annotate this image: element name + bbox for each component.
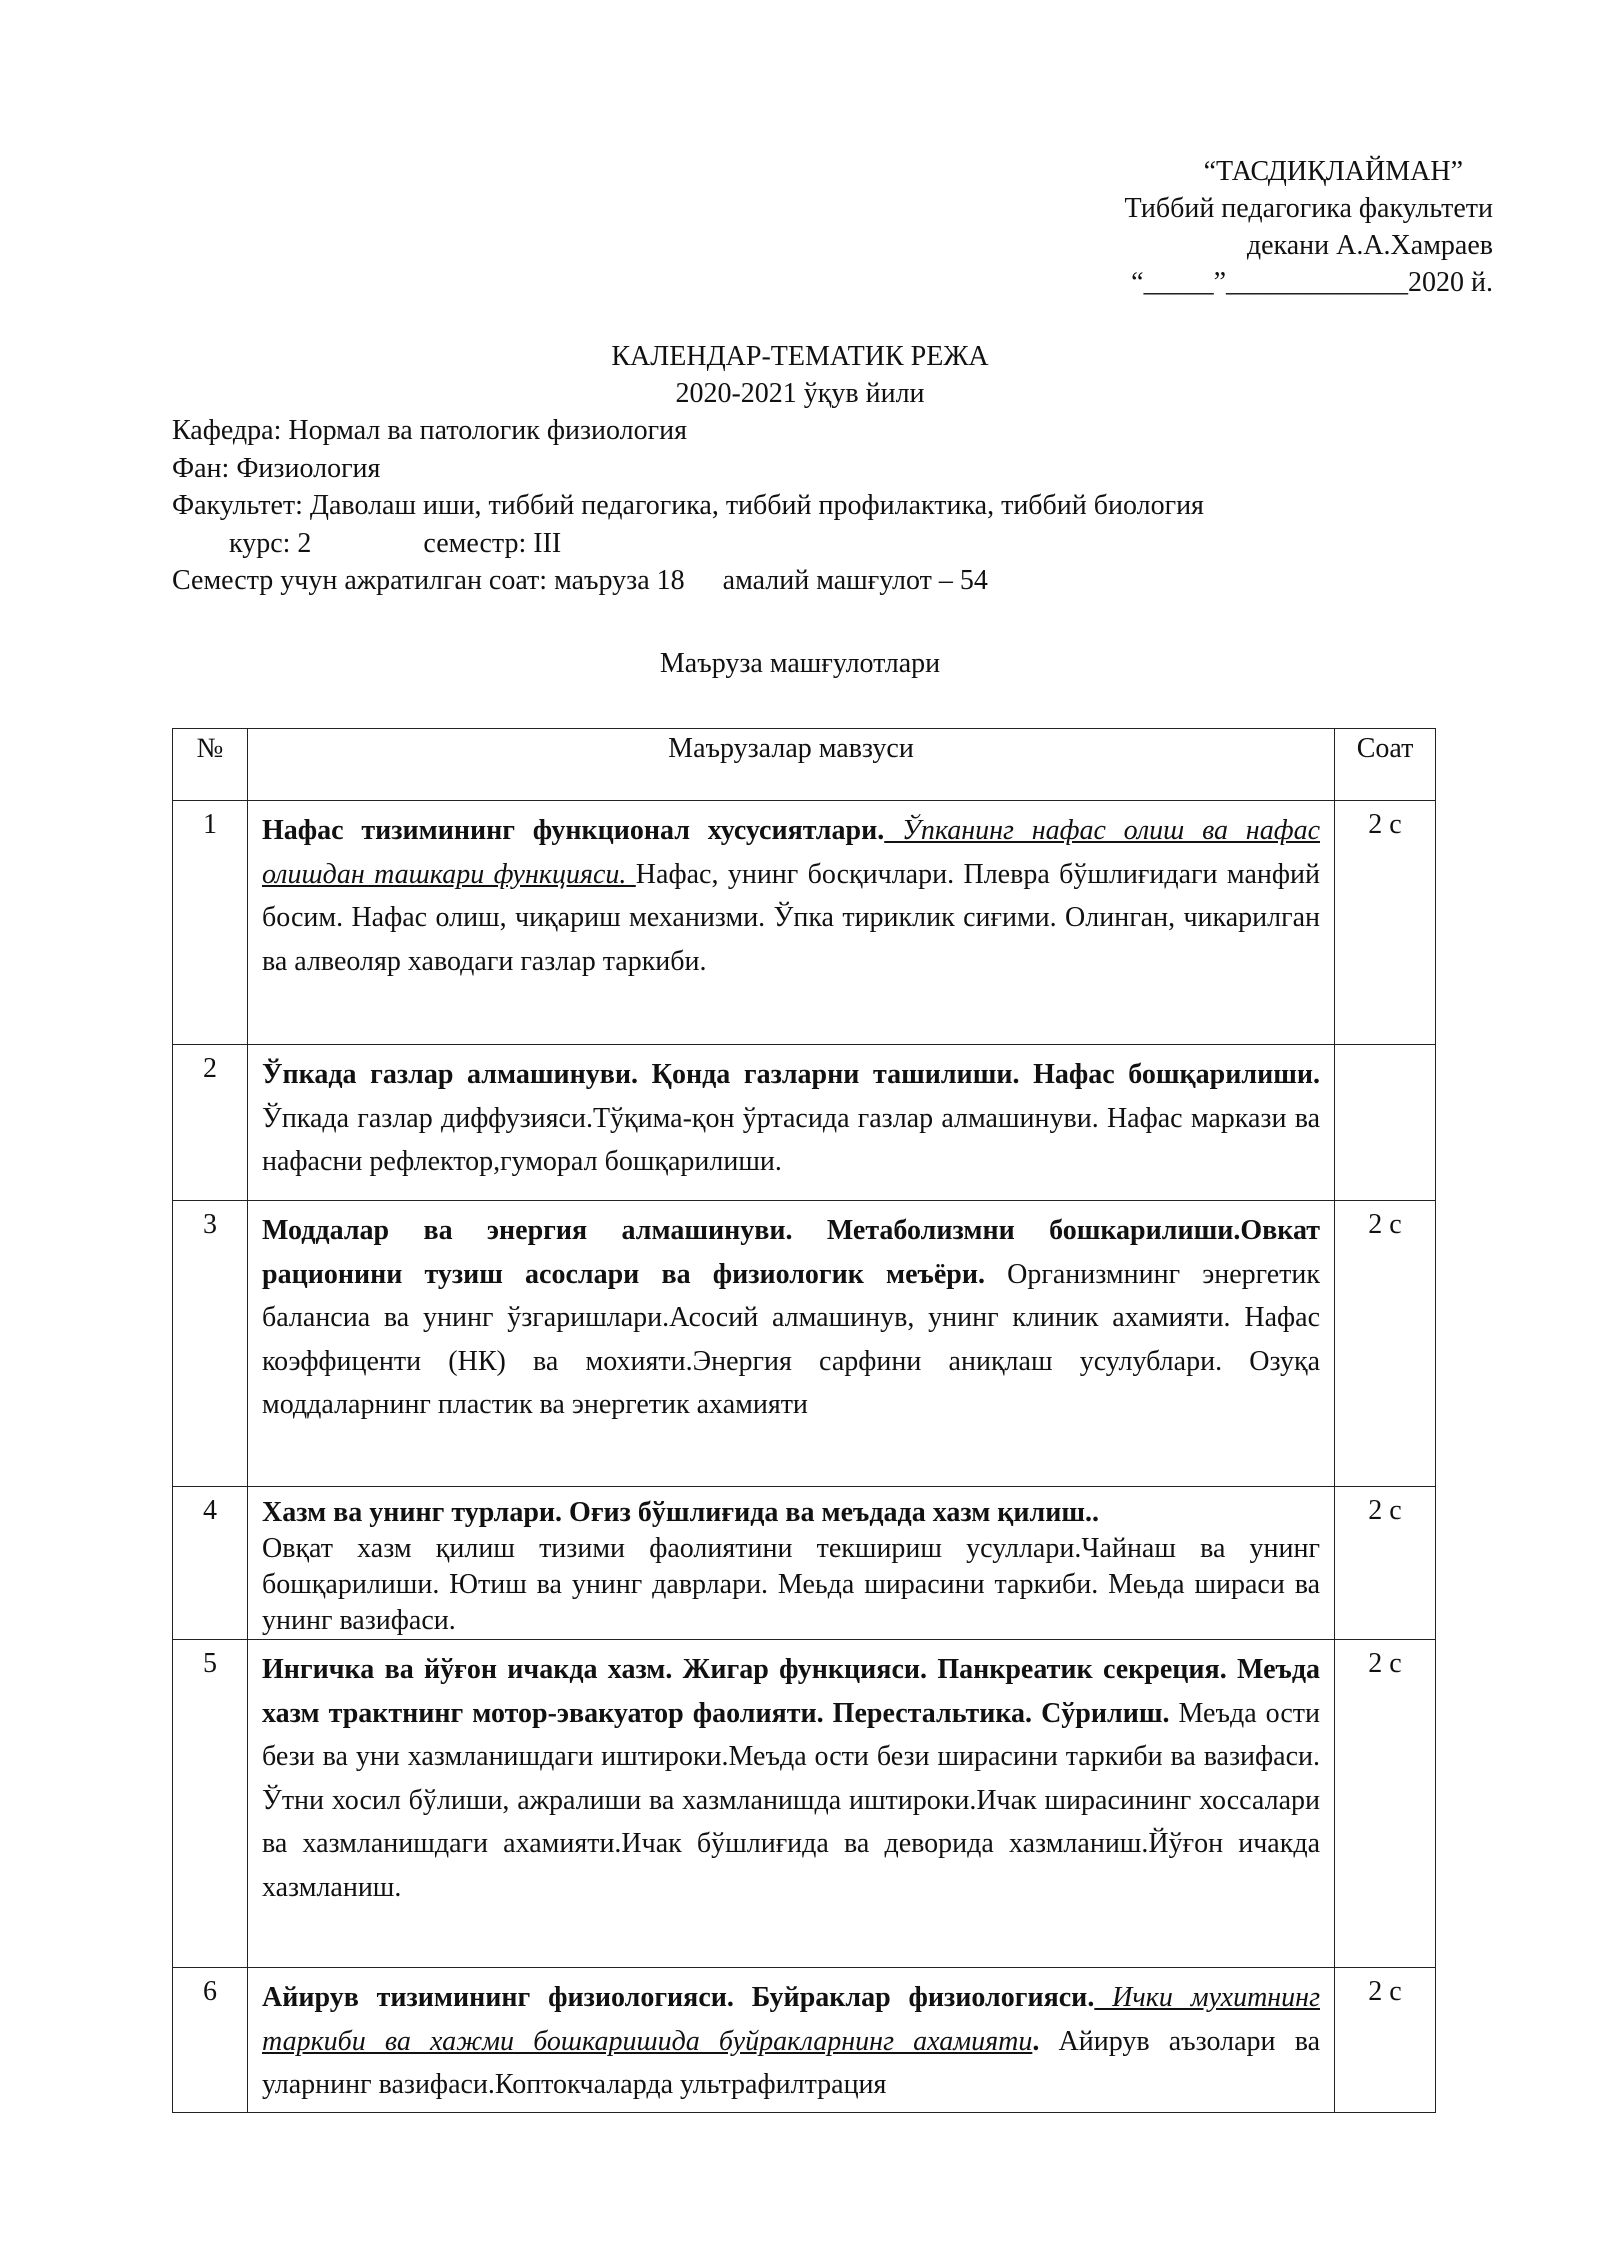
topic-title: Моддалар ва энергия алмашинуви. Метаболизмни бошкарилиши.Овкат рационини тузиш асослари ва физиологик меъёри. — [262, 1215, 1320, 1290]
row-hours: 2 с — [1335, 1487, 1436, 1640]
approval-line-date: “_____”_____________2020 й. — [1131, 267, 1493, 298]
row-number: 5 — [173, 1640, 248, 1968]
header-number: № — [173, 729, 248, 801]
approval-title: “ТАСДИҚЛАЙМАН” — [1203, 156, 1463, 187]
department-line: Кафедра: Нормал ва патологик физиология — [172, 415, 687, 446]
row-number: 1 — [173, 801, 248, 1045]
topic-description: Нафас, унинг босқичлари. Плевра бўшлиғидаги манфий босим. Нафас олиш, чиқариш механизми. Ўпка тириклик сиғими. Олинган, чикарилган ва алвеоляр хаводаги газлар таркиби. — [262, 858, 1320, 977]
row-number: 3 — [173, 1201, 248, 1487]
course-semester-line — [172, 525, 1204, 563]
topic-subtitle: Ўпканинг нафас олиш ва нафас олишдан ташкари функцияси. — [262, 815, 1320, 890]
table-row — [173, 1045, 1436, 1201]
topic-title: Нафас тизимининг функционал хусусиятлари. — [262, 815, 885, 846]
topic-description: Ўпкада газлар диффузияси.Тўқима-қон ўртасида газлар алмашинуви. Нафас маркази ва нафасни рефлектор,гуморал бошқарилиши. — [262, 1102, 1320, 1177]
row-topic — [248, 1968, 1335, 2113]
table-row — [173, 1487, 1436, 1640]
row-number: 6 — [173, 1968, 248, 2113]
topic-description: Организмнинг энергетик балансиа ва унинг ўзгаришлари.Асосий алмашинув, унинг клиник ахамияти. Нафас коэффиценти (НК) ва мохияти.Энергия сарфини аниқлаш усулублари. Озуқа моддаларнинг пластик ва энергетик ахамияти — [262, 1258, 1321, 1420]
course-info — [172, 412, 1204, 600]
section-title: Маъруза машғулотлари — [659, 648, 941, 679]
hours-practice: амалий машғулот – 54 — [722, 565, 988, 596]
row-topic — [248, 801, 1335, 1045]
row-hours: 2 с — [1335, 801, 1436, 1045]
row-number: 2 — [173, 1045, 248, 1201]
plan-year: 2020-2021 ўқув йили — [675, 378, 925, 409]
approval-block — [1124, 153, 1493, 301]
row-topic — [248, 1045, 1335, 1201]
lectures-table — [172, 728, 1436, 2113]
row-topic — [248, 1201, 1335, 1487]
semester-value: семестр: III — [423, 527, 562, 559]
row-hours — [1335, 1045, 1436, 1201]
table-row — [173, 1201, 1436, 1487]
topic-description: Айирув аъзолари ва уларнинг вазифаси.Коптокчаларда ультрафилтрация — [262, 2025, 1320, 2100]
header-topic: Маърузалар мавзуси — [248, 729, 1335, 801]
row-hours: 2 с — [1335, 1968, 1436, 2113]
faculty-line: Факультет: Даволаш иши, тиббий педагогика, тиббий профилактика, тиббий биология — [172, 490, 1204, 521]
table-header-row — [173, 729, 1436, 801]
row-hours: 2 с — [1335, 1201, 1436, 1487]
course-value: курс: 2 — [229, 527, 312, 559]
topic-title-tail: . — [1032, 2025, 1040, 2057]
row-topic — [248, 1487, 1335, 1640]
topic-title: Айирув тизимининг физиологияси. Буйраклар физиологияси. — [262, 1982, 1095, 2013]
row-hours: 2 с — [1335, 1640, 1436, 1968]
approval-line-faculty: Тиббий педагогика факультети — [1124, 193, 1493, 224]
topic-title: Хазм ва унинг турлари. Оғиз бўшлиғида ва меъдада хазм қилиш.. — [262, 1497, 1100, 1528]
row-number: 4 — [173, 1487, 248, 1640]
topic-title: Ўпкада газлар алмашинуви. Қонда газларни ташилиши. Нафас бошқарилиши. — [262, 1059, 1320, 1090]
plan-title: КАЛЕНДАР-ТЕМАТИК РЕЖА — [611, 341, 989, 372]
hours-line — [172, 562, 1204, 600]
table-row — [173, 1640, 1436, 1968]
row-topic — [248, 1640, 1335, 1968]
topic-description: Меъда ости бези ва уни хазмланишдаги иштироки.Меъда ости бези ширасини таркиби ва вазифаси. Ўтни хосил бўлиши, ажралиши ва хазмланишда иштироки.Ичак ширасининг хоссалари ва хазмланишдаги ахамияти.Ичак бўшлиғида ва деворида хазмланиш.Йўғон ичакда хазмланиш. — [262, 1697, 1321, 1903]
hours-lecture: Семестр учун ажратилган соат: маъруза 18 — [172, 565, 685, 596]
subject-line: Фан: Физиология — [172, 452, 381, 484]
table-row — [173, 801, 1436, 1045]
topic-title: Ингичка ва йўғон ичакда хазм. Жигар функцияси. Панкреатик секреция. Меъда хазм трактнинг мотор-эвакуатор фаолияти. Перестальтика. Сўрилиш. — [262, 1654, 1320, 1729]
table-row — [173, 1968, 1436, 2113]
header-hours: Соат — [1335, 729, 1436, 801]
topic-subtitle: Ички мухитнинг таркиби ва хажми бошкаришида буйракларнинг ахамияти — [262, 1982, 1320, 2057]
topic-description: Овқат хазм қилиш тизими фаолиятини текшириш усуллари.Чайнаш ва унинг бошқарилиши. Ютиш ва унинг даврлари. Меьда ширасини таркиби. Меьда шираси ва унинг вазифаси. — [262, 1533, 1320, 1636]
approval-line-dean: декани А.А.Хамраев — [1246, 230, 1493, 261]
